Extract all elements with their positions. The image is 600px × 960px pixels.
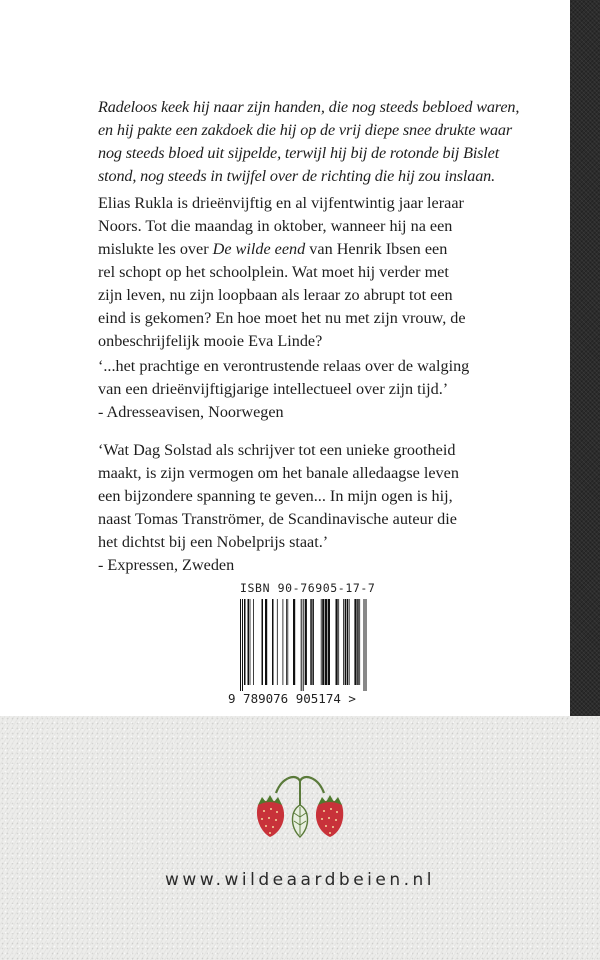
barcode-bar bbox=[310, 599, 312, 685]
description-line: onbeschrijfelijk mooie Eva Linde? bbox=[98, 332, 323, 350]
strawberries-logo-icon bbox=[244, 771, 356, 851]
play-title: De wilde eend bbox=[212, 240, 306, 258]
barcode-bar bbox=[336, 599, 338, 685]
barcode-bar bbox=[354, 599, 356, 685]
barcode-bar bbox=[244, 599, 246, 685]
description-line bbox=[98, 238, 538, 261]
quote-line: een bijzondere spanning te geven... In mijn ogen is hij, bbox=[98, 487, 453, 505]
description-line: eind is gekomen? En hoe moet het nu met zijn vrouw, de bbox=[98, 309, 466, 327]
intro-line: Radeloos keek hij naar zijn handen, die nog steeds bebloed waren, bbox=[98, 98, 520, 116]
barcode-icon bbox=[228, 599, 378, 707]
barcode-bar bbox=[345, 599, 347, 685]
quote-source: - Adresseavisen, Noorwegen bbox=[98, 403, 284, 421]
quote-source: - Expressen, Zweden bbox=[98, 556, 235, 574]
barcode-bar bbox=[357, 599, 359, 685]
barcode-bar bbox=[325, 599, 327, 685]
intro-line: nog steeds bloed uit sijpelde, terwijl hij bij de rotonde bij Bislet bbox=[98, 144, 500, 162]
intro-line: stond, nog steeds in twijfel over de richting die hij zou inslaan. bbox=[98, 167, 496, 185]
barcode-guard-bar bbox=[301, 599, 302, 691]
description-text: mislukte les over bbox=[98, 240, 213, 258]
barcode-bar bbox=[286, 599, 287, 685]
barcode-bar bbox=[287, 599, 288, 685]
description-line: Noors. Tot die maandag in oktober, wanneer hij na een bbox=[98, 217, 453, 235]
description-line: rel schopt op het schoolplein. Wat moet hij verder met bbox=[98, 263, 449, 281]
quote-line: ‘...het prachtige en verontrustende relaas over de walging bbox=[98, 357, 470, 375]
barcode-bar bbox=[253, 599, 254, 685]
barcode-bar bbox=[272, 599, 274, 685]
barcode-bar bbox=[312, 599, 314, 685]
barcode-bar bbox=[321, 599, 322, 685]
barcode-guard-bar bbox=[364, 599, 365, 691]
barcode-bar bbox=[343, 599, 344, 685]
isbn-barcode bbox=[228, 581, 378, 706]
barcode-guard-bar bbox=[240, 599, 241, 691]
barcode-bar bbox=[283, 599, 284, 685]
barcode-bar bbox=[322, 599, 324, 685]
quote-line: ‘Wat Dag Solstad als schrijver tot een unieke grootheid bbox=[98, 441, 456, 459]
barcode-guard-bar bbox=[366, 599, 367, 691]
quote-line: het dichtst bij een Nobelprijs staat.’ bbox=[98, 533, 329, 551]
barcode-bar bbox=[359, 599, 360, 685]
barcode-bar bbox=[250, 599, 251, 685]
description-line: Elias Rukla is drieënvijftig en al vijfentwintig jaar leraar bbox=[98, 194, 464, 212]
intro-line: en hij pakte een zakdoek die hij op de vrij diepe snee drukte waar bbox=[98, 121, 512, 139]
barcode-guard-bar bbox=[303, 599, 304, 691]
barcode-bar bbox=[338, 599, 339, 685]
quote-line: maakt, is zijn vermogen om het banale alledaagse leven bbox=[98, 464, 459, 482]
barcode-digits: 9 789076 905174 > bbox=[228, 691, 356, 706]
barcode-bar bbox=[328, 599, 330, 685]
barcode-bar bbox=[265, 599, 267, 685]
barcode-bar bbox=[262, 599, 264, 685]
description-line: zijn leven, nu zijn loopbaan als leraar zo abrupt tot een bbox=[98, 286, 453, 304]
barcode-bar bbox=[349, 599, 350, 685]
quote-line: naast Tomas Tranströmer, de Scandinavische auteur die bbox=[98, 510, 457, 528]
barcode-bar bbox=[347, 599, 349, 685]
quote-line: van een drieënvijftigjarige intellectueel over zijn tijd.’ bbox=[98, 380, 449, 398]
barcode-bar bbox=[293, 599, 295, 685]
barcode-bar bbox=[305, 599, 307, 685]
review-quote-expressen bbox=[98, 439, 538, 577]
review-quote-adresseavisen bbox=[98, 355, 538, 424]
barcode-bar bbox=[248, 599, 250, 685]
intro-excerpt bbox=[98, 96, 538, 188]
barcode-guard-bar bbox=[242, 599, 243, 691]
description-text: van Henrik Ibsen een bbox=[305, 240, 448, 258]
book-description bbox=[98, 192, 538, 353]
publisher-website[interactable]: www.wildeaardbeien.nl bbox=[164, 870, 436, 890]
book-spine-edge bbox=[570, 0, 600, 716]
barcode-bar bbox=[277, 599, 278, 685]
isbn-label: ISBN 90-76905-17-7 bbox=[240, 581, 376, 595]
